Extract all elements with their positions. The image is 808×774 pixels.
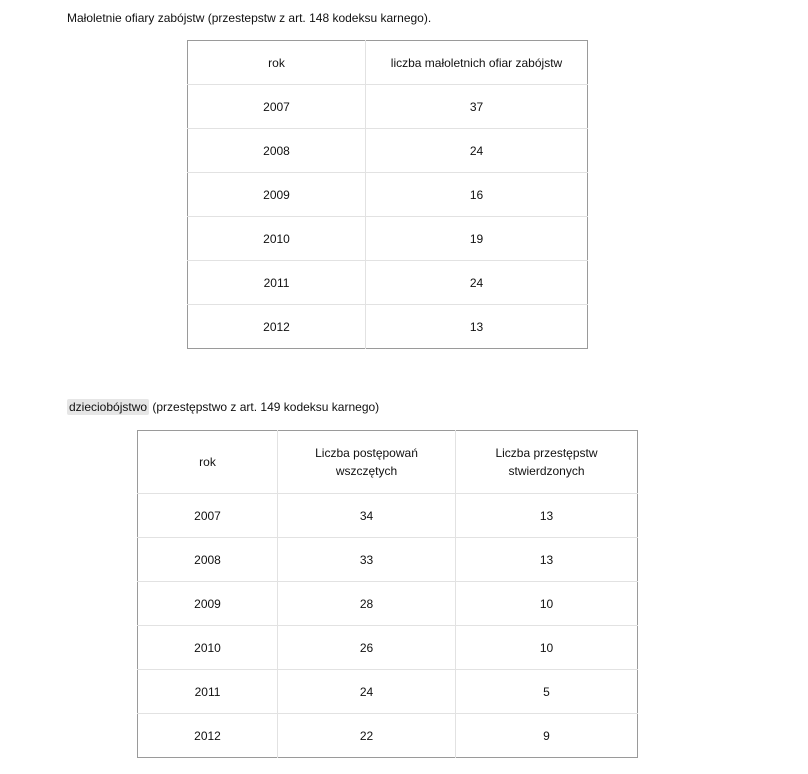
cell-crimes: 9 — [456, 714, 638, 758]
cell-victim-count: 13 — [366, 305, 588, 349]
table-header-row — [188, 41, 588, 85]
table-row — [138, 670, 638, 714]
cell-victim-count: 37 — [366, 85, 588, 129]
table-row — [188, 173, 588, 217]
cell-proceedings: 33 — [278, 538, 456, 582]
table-row — [188, 129, 588, 173]
cell-proceedings: 28 — [278, 582, 456, 626]
table-row — [188, 261, 588, 305]
highlighted-term: dzieciobójstwo — [69, 400, 148, 414]
table-row — [138, 626, 638, 670]
victims-table — [187, 40, 588, 349]
header-proceedings-initiated: Liczba postępowań wszczętych — [278, 431, 456, 494]
table-row — [188, 305, 588, 349]
cell-victim-count: 16 — [366, 173, 588, 217]
cell-crimes: 13 — [456, 494, 638, 538]
table-row — [138, 582, 638, 626]
cell-victim-count: 24 — [366, 261, 588, 305]
cell-year: 2009 — [188, 173, 366, 217]
cell-proceedings: 26 — [278, 626, 456, 670]
table2-caption — [67, 400, 379, 414]
cell-year: 2011 — [188, 261, 366, 305]
cell-crimes: 5 — [456, 670, 638, 714]
cell-year: 2010 — [188, 217, 366, 261]
cell-victim-count: 19 — [366, 217, 588, 261]
table-row — [138, 538, 638, 582]
cell-year: 2011 — [138, 670, 278, 714]
header-crimes-confirmed: Liczba przestępstw stwierdzonych — [456, 431, 638, 494]
cell-year: 2008 — [188, 129, 366, 173]
cell-proceedings: 34 — [278, 494, 456, 538]
cell-year: 2012 — [188, 305, 366, 349]
cell-year: 2012 — [138, 714, 278, 758]
table-header-row — [138, 431, 638, 494]
cell-crimes: 13 — [456, 538, 638, 582]
infanticide-table — [137, 430, 638, 758]
cell-year: 2007 — [138, 494, 278, 538]
cell-proceedings: 22 — [278, 714, 456, 758]
table1-caption: Małoletnie ofiary zabójstw (przestepstw z art. 148 kodeksu karnego). — [67, 11, 432, 25]
header-year: rok — [268, 55, 285, 70]
cell-crimes: 10 — [456, 582, 638, 626]
cell-year: 2008 — [138, 538, 278, 582]
header-year: rok — [199, 455, 216, 469]
table-row — [138, 714, 638, 758]
cell-victim-count: 24 — [366, 129, 588, 173]
caption-text: (przestępstwo z art. 149 kodeksu karnego) — [149, 400, 380, 414]
cell-year: 2007 — [188, 85, 366, 129]
table-row — [188, 217, 588, 261]
cell-crimes: 10 — [456, 626, 638, 670]
table-row — [138, 494, 638, 538]
cell-proceedings: 24 — [278, 670, 456, 714]
table-row — [188, 85, 588, 129]
cell-year: 2009 — [138, 582, 278, 626]
header-victim-count: liczba małoletnich ofiar zabójstw — [366, 41, 588, 85]
cell-year: 2010 — [138, 626, 278, 670]
